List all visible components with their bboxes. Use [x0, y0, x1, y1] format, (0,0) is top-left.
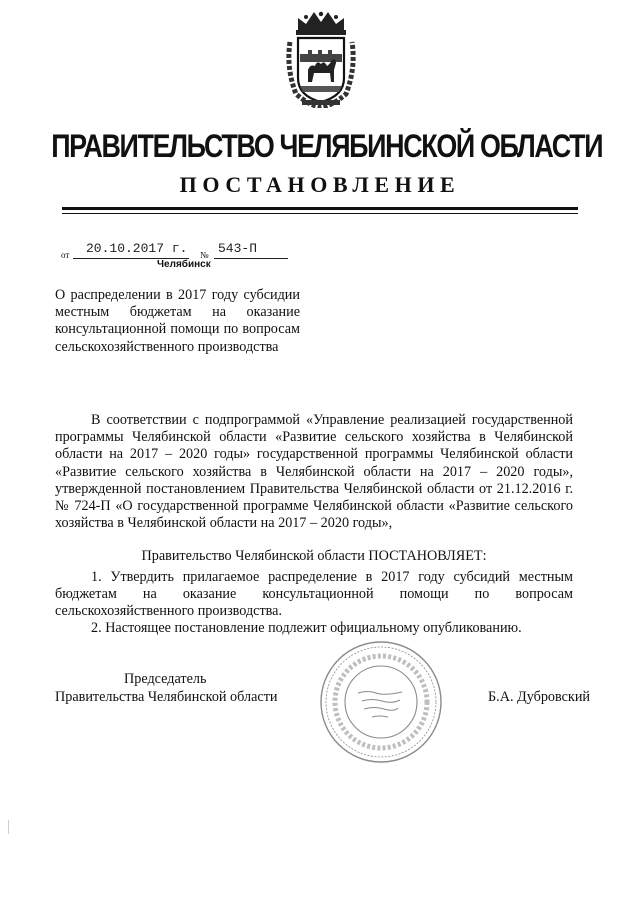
document-subject: О распределении в 2017 году субсидии местным бюджетам на оказание консультационной помощи по вопросам сельскохозяйственного производства — [55, 287, 300, 355]
header-rule-thin — [62, 213, 578, 214]
official-seal-icon — [316, 637, 446, 767]
resolution-item-1: 1. Утвердить прилагаемое распределение в 2017 году субсидий местным бюджетам на оказание консультационной помощи по вопросам сельскохозяйственного производства. — [55, 569, 573, 620]
date-prefix: от — [61, 250, 70, 260]
city-name: Челябинск — [157, 259, 211, 270]
document-number: 543-П — [218, 241, 258, 256]
government-title: ПРАВИТЕЛЬСТВО ЧЕЛЯБИНСКОЙ ОБЛАСТИ — [51, 128, 603, 164]
signatory-title-line2: Правительства Челябинской области — [55, 689, 278, 705]
decree-line: Правительство Челябинской области ПОСТАНОВЛЯЕТ: — [141, 548, 487, 564]
header-rule-thick — [62, 207, 578, 210]
signatory-title-line1: Председатель — [124, 671, 207, 687]
document-type: ПОСТАНОВЛЕНИЕ — [179, 172, 461, 197]
scan-artifact — [8, 820, 9, 834]
resolution-item-2: 2. Настоящее постановление подлежит официальному опубликованию. — [91, 620, 522, 636]
signatory-name: Б.А. Дубровский — [488, 689, 591, 705]
coat-of-arms-icon — [284, 8, 358, 108]
document-date: 20.10.2017 г. — [86, 241, 188, 256]
preamble-paragraph: В соответствии с подпрограммой «Управление реализацией государственной программы Челябинской области «Развитие сельского хозяйства в Челябинской области на 2017 – 2020 годы» государственной программы Челябинской области «Развитие сельского хозяйства в Челябинской области на 2017 – 2020 годы», утвержденной постановлением Правительства Челябинской области от 21.12.2016 г. № 724-П «О государственной программе Челябинской области «Развитие сельского хозяйства в Челябинской области на 2017 – 2020 годы», — [55, 412, 573, 532]
number-underline — [214, 258, 288, 259]
number-prefix: № — [200, 250, 209, 260]
